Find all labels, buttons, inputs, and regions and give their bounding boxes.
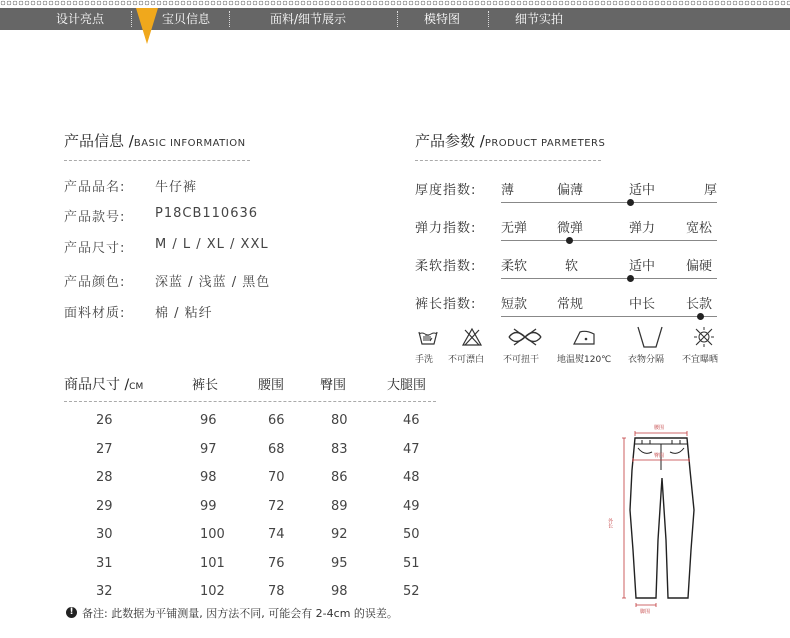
size-cell: 46	[403, 413, 420, 428]
param-option: 常规	[557, 297, 584, 312]
care-label-no-bleach: 不可漂白	[448, 355, 485, 365]
diagram-hem-label: 脚围	[640, 609, 651, 615]
param-marker-length	[697, 313, 704, 320]
info-label-name: 产品品名:	[64, 180, 126, 195]
param-option: 厚	[704, 183, 718, 198]
size-table-title: 商品尺寸 /CM	[64, 377, 144, 393]
diagram-waist-label: 腰围	[654, 425, 665, 431]
care-label-separate: 衣物分隔	[628, 355, 665, 365]
param-option: 宽松	[686, 221, 713, 236]
param-option: 偏硬	[686, 259, 713, 274]
size-cell: 72	[268, 498, 285, 514]
nav-separator	[131, 11, 132, 27]
size-cell: 99	[200, 498, 217, 514]
size-cell: 89	[331, 498, 348, 514]
param-track	[501, 316, 717, 317]
param-track	[501, 240, 717, 241]
info-label-color: 产品颜色:	[64, 275, 126, 290]
care-label-hand-wash: 手洗	[415, 355, 434, 365]
info-value-color: 深蓝 / 浅蓝 / 黑色	[155, 275, 271, 290]
size-cell: 96	[200, 413, 217, 428]
no-sun-icon	[693, 326, 715, 348]
param-option: 柔软	[501, 259, 528, 274]
param-label-softness: 柔软指数:	[415, 259, 477, 274]
nav-separator	[488, 11, 489, 27]
param-marker-softness	[627, 275, 634, 282]
param-option: 弹力	[629, 221, 656, 236]
size-col-waist: 腰围	[258, 378, 285, 393]
size-cell: 48	[403, 470, 420, 485]
size-cell: 80	[331, 413, 348, 428]
care-label-no-sun: 不宜曝晒	[682, 355, 719, 365]
care-label-iron: 地温熨120℃	[557, 355, 612, 365]
tab-fabric-details[interactable]: 面料/细节展示	[270, 12, 347, 26]
size-cell: 92	[331, 527, 348, 542]
tab-detail-shots[interactable]: 细节实拍	[515, 12, 564, 26]
tab-product-info[interactable]: 宝贝信息	[162, 12, 211, 26]
top-border-decoration	[0, 0, 790, 6]
param-option: 薄	[501, 183, 515, 198]
param-marker-elasticity	[566, 237, 573, 244]
care-label-no-wring: 不可扭干	[503, 355, 540, 365]
param-track	[501, 278, 717, 279]
param-option: 偏薄	[557, 183, 584, 198]
wash-separately-icon	[634, 324, 666, 350]
no-wring-icon	[506, 326, 544, 348]
size-row-label: 29	[96, 498, 113, 514]
size-cell: 102	[200, 584, 225, 599]
size-cell: 52	[403, 584, 420, 599]
no-bleach-icon	[461, 326, 483, 348]
param-track	[501, 202, 717, 203]
basic-info-heading: 产品信息 /BASIC INFORMATION	[64, 132, 246, 150]
size-row-label: 31	[96, 555, 113, 571]
info-value-name: 牛仔裤	[155, 180, 198, 195]
info-value-material: 棉 / 粘纤	[155, 306, 213, 321]
size-cell: 49	[403, 498, 420, 514]
param-option: 短款	[501, 297, 528, 312]
param-option: 软	[565, 259, 579, 274]
divider	[64, 160, 250, 161]
warning-icon: !	[66, 607, 77, 618]
size-col-thigh: 大腿围	[387, 378, 427, 393]
pants-outline-icon	[630, 438, 694, 598]
param-option: 适中	[629, 259, 656, 274]
diagram-length-label: 外长	[607, 518, 613, 528]
size-cell: 74	[268, 527, 285, 542]
pants-measurement-diagram	[600, 425, 725, 615]
size-col-length: 裤长	[192, 378, 219, 393]
info-label-sku: 产品款号:	[64, 210, 126, 225]
size-cell: 50	[403, 527, 420, 542]
tab-model-photos[interactable]: 模特图	[424, 12, 461, 26]
param-option: 中长	[629, 297, 656, 312]
size-col-hip: 臀围	[320, 378, 347, 393]
divider	[64, 401, 436, 402]
param-label-length: 裤长指数:	[415, 297, 477, 312]
top-nav-bar	[0, 8, 790, 30]
size-cell: 70	[268, 470, 285, 485]
size-cell: 76	[268, 555, 285, 571]
size-row-label: 30	[96, 527, 113, 542]
size-row-label: 32	[96, 584, 113, 599]
size-cell: 101	[200, 555, 225, 571]
param-option: 微弹	[557, 221, 584, 236]
size-cell: 95	[331, 555, 348, 571]
size-row-label: 26	[96, 413, 113, 428]
hand-wash-icon	[417, 326, 439, 348]
param-option: 无弹	[501, 221, 528, 236]
measurement-note: 备注: 此数据为平铺测量, 因方法不同, 可能会有 2-4cm 的误差。	[82, 607, 398, 620]
info-value-size: M / L / XL / XXL	[155, 237, 269, 252]
iron-icon	[570, 326, 598, 348]
info-value-sku: P18CB110636	[155, 206, 259, 221]
size-cell: 51	[403, 555, 420, 571]
tab-design-highlights[interactable]: 设计亮点	[56, 12, 105, 26]
info-label-material: 面料材质:	[64, 306, 126, 321]
size-cell: 47	[403, 441, 420, 457]
info-label-size: 产品尺寸:	[64, 241, 126, 256]
param-option: 适中	[629, 183, 656, 198]
size-row-label: 28	[96, 470, 113, 485]
size-cell: 98	[331, 584, 348, 599]
diagram-hip-label: 臀围	[654, 453, 665, 459]
size-cell: 78	[268, 584, 285, 599]
size-cell: 66	[268, 413, 285, 428]
nav-separator	[397, 11, 398, 27]
param-label-thickness: 厚度指数:	[415, 183, 477, 198]
size-row-label: 27	[96, 441, 113, 457]
param-label-elasticity: 弹力指数:	[415, 221, 477, 236]
size-cell: 83	[331, 441, 348, 457]
size-cell: 98	[200, 470, 217, 485]
size-cell: 68	[268, 441, 285, 457]
param-marker-thickness	[627, 199, 634, 206]
size-cell: 100	[200, 527, 225, 542]
size-cell: 86	[331, 470, 348, 485]
active-tab-indicator	[136, 8, 158, 44]
divider	[415, 160, 601, 161]
param-option: 长款	[686, 297, 713, 312]
size-cell: 97	[200, 441, 217, 457]
nav-separator	[229, 11, 230, 27]
params-heading: 产品参数 /PRODUCT PARMETERS	[415, 132, 606, 150]
